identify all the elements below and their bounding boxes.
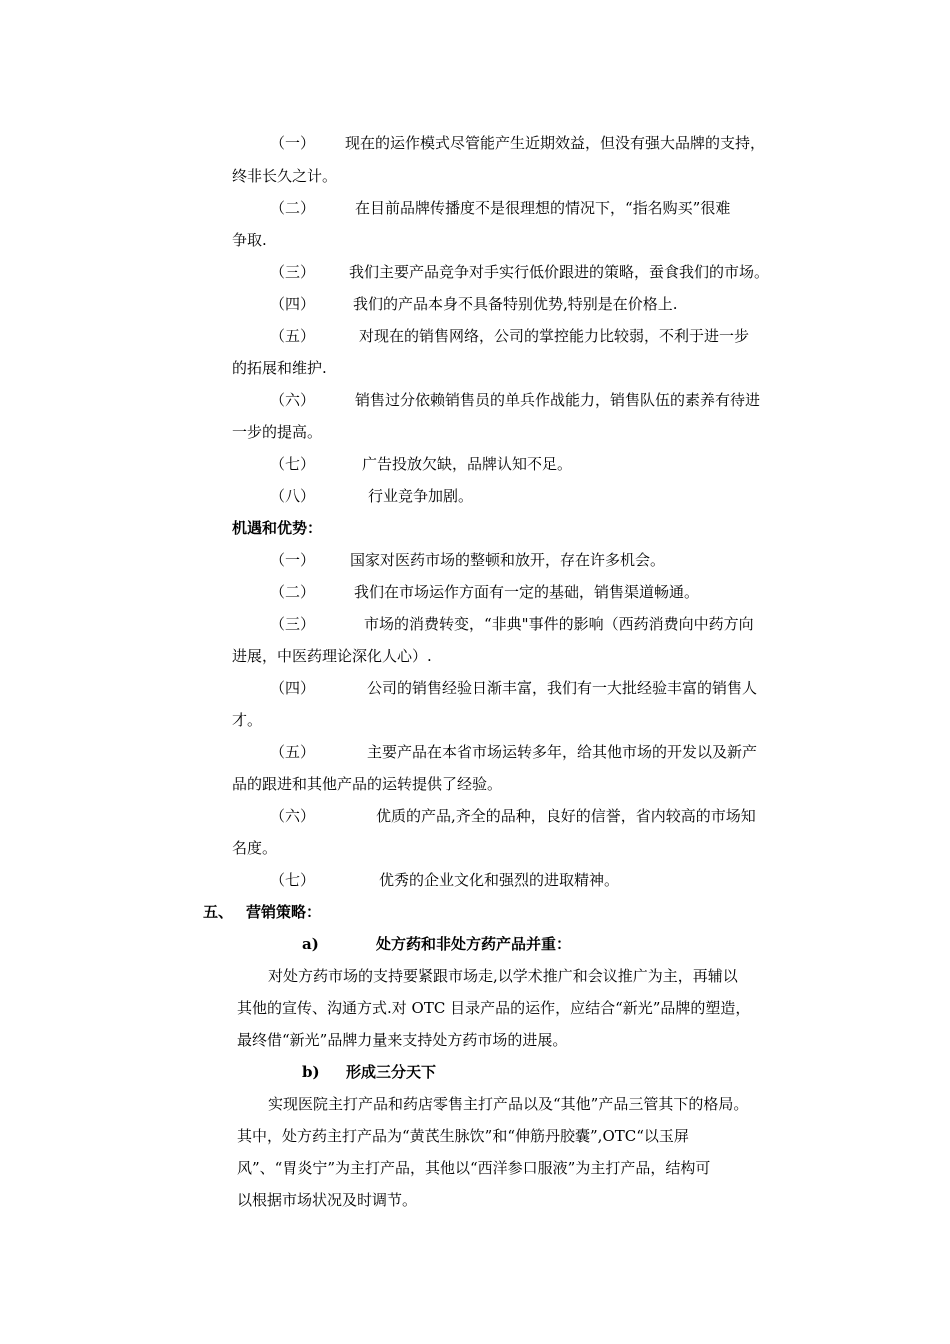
subsection-b-line-2: 其中，处方药主打产品为“黄芪生脉饮”和“伸筋丹胶囊”,OTC“以玉屏	[237, 1127, 689, 1145]
opportunity-3-text: 市场的消费转变，“非典"事件的影响（西药消费向中药方向	[364, 615, 754, 633]
weakness-1-num: （一）	[270, 134, 316, 152]
weakness-7-text: 广告投放欠缺，品牌认知不足。	[362, 455, 573, 473]
weakness-5-text: 对现在的销售网络，公司的掌控能力比较弱，不利于进一步	[359, 327, 750, 345]
opportunity-1-text: 国家对医药市场的整顿和放开，存在许多机会。	[350, 551, 666, 569]
weakness-3-text: 我们主要产品竞争对手实行低价跟进的策略，蚕食我们的市场。	[349, 263, 770, 281]
section-5-title: 营销策略：	[246, 903, 322, 921]
opportunity-6-num: （六）	[270, 807, 316, 825]
opportunity-5-text: 主要产品在本省市场运转多年，给其他市场的开发以及新产	[367, 743, 758, 761]
subsection-b-line-3: 风”、“胃炎宁”为主打产品，其他以“西洋参口服液”为主打产品，结构可	[237, 1159, 711, 1177]
opportunity-3-cont: 进展，中医药理论深化人心）.	[232, 647, 432, 665]
subsection-a-line-3: 最终借“新光”品牌力量来支持处方药市场的进展。	[237, 1031, 568, 1049]
weakness-8-num: （八）	[270, 487, 316, 505]
opportunity-5-num: （五）	[270, 743, 316, 761]
subsection-b-title: 形成三分天下	[346, 1063, 437, 1081]
weakness-2-num: （二）	[270, 199, 316, 217]
weakness-6-text: 销售过分依赖销售员的单兵作战能力，销售队伍的素养有待进	[355, 391, 761, 409]
subsection-b-label: b)	[302, 1063, 320, 1081]
opportunity-5-cont: 品的跟进和其他产品的运转提供了经验。	[232, 775, 503, 793]
subsection-a-label: a)	[302, 935, 319, 953]
subsection-b-line-1: 实现医院主打产品和药店零售主打产品以及“其他”产品三管其下的格局。	[268, 1095, 749, 1113]
opportunity-4-num: （四）	[270, 679, 316, 697]
subsection-a-line-1: 对处方药市场的支持要紧跟市场走,以学术推广和会议推广为主，再辅以	[268, 967, 738, 985]
opportunity-4-text: 公司的销售经验日渐丰富，我们有一大批经验丰富的销售人	[367, 679, 758, 697]
weakness-5-num: （五）	[270, 327, 316, 345]
section-5-number: 五、	[203, 903, 234, 921]
weakness-7-num: （七）	[270, 455, 316, 473]
opportunity-3-num: （三）	[270, 615, 316, 633]
weakness-5-cont: 的拓展和维护.	[232, 359, 327, 377]
opportunities-heading: 机遇和优势：	[232, 519, 323, 537]
opportunity-4-cont: 才。	[232, 711, 263, 729]
opportunity-7-text: 优秀的企业文化和强烈的进取精神。	[379, 871, 620, 889]
weakness-2-cont: 争取.	[232, 231, 267, 249]
opportunity-6-text: 优质的产品,齐全的品种，良好的信誉，省内较高的市场知	[376, 807, 756, 825]
weakness-1-text: 现在的运作模式尽管能产生近期效益，但没有强大品牌的支持，	[345, 134, 766, 152]
opportunity-7-num: （七）	[270, 871, 316, 889]
weakness-6-cont: 一步的提高。	[232, 423, 323, 441]
weakness-4-num: （四）	[270, 295, 316, 313]
weakness-8-text: 行业竞争加剧。	[368, 487, 474, 505]
weakness-1-cont: 终非长久之计。	[232, 167, 338, 185]
weakness-3-num: （三）	[270, 263, 316, 281]
subsection-a-title: 处方药和非处方药产品并重：	[376, 935, 572, 953]
weakness-6-num: （六）	[270, 391, 316, 409]
opportunity-2-text: 我们在市场运作方面有一定的基础，销售渠道畅通。	[354, 583, 700, 601]
opportunity-6-cont: 名度。	[232, 839, 278, 857]
opportunity-1-num: （一）	[270, 551, 316, 569]
weakness-4-text: 我们的产品本身不具备特别优势,特别是在价格上.	[353, 295, 678, 313]
opportunity-2-num: （二）	[270, 583, 316, 601]
subsection-a-line-2: 其他的宣传、沟通方式.对 OTC 目录产品的运作，应结合“新光”品牌的塑造，	[237, 999, 751, 1017]
subsection-b-line-4: 以根据市场状况及时调节。	[237, 1191, 418, 1209]
weakness-2-text: 在目前品牌传播度不是很理想的情况下，“指名购买”很难	[355, 199, 731, 217]
